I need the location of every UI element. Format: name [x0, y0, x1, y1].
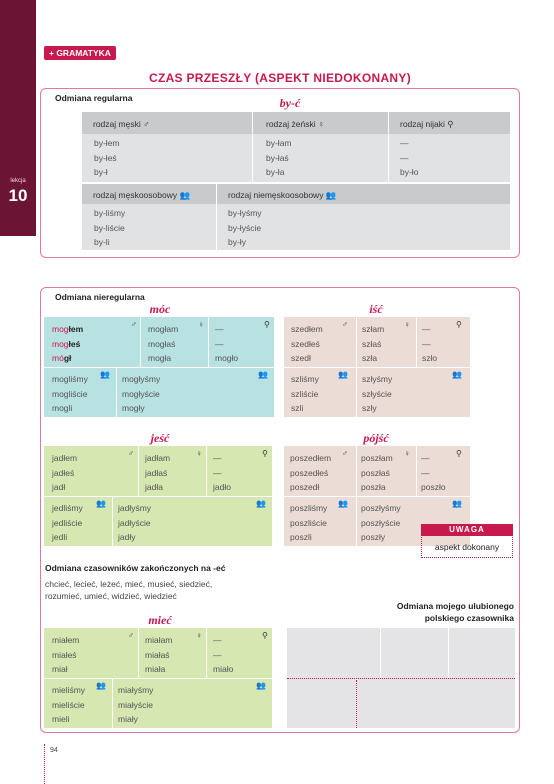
group-mixed-icon: 👥 — [325, 190, 337, 200]
isc-masc-forms: szedłem szedłeś szedł — [291, 324, 323, 363]
neuter-icon: ⚲ — [456, 449, 462, 458]
group-mixed-icon: 👥 — [452, 499, 462, 508]
header-nonmos: rodzaj niemęskoosobowy 👥 — [228, 190, 337, 200]
jesc-masc-forms: jadłem jadłeś jadł — [52, 453, 78, 492]
isc-nonmos-forms: szłyśmy szłyście szły — [362, 374, 393, 413]
group-mixed-icon: 👥 — [256, 681, 266, 690]
female-icon: ♀ — [317, 119, 325, 129]
male-icon: ♂ — [128, 631, 134, 640]
header-neut: rodzaj nijaki ⚲ — [400, 119, 454, 129]
page-number: 94 — [50, 747, 58, 754]
header-masc: rodzaj męski ♂ — [93, 119, 150, 129]
verb-byc: by-ć — [279, 96, 301, 110]
group-mixed-icon: 👥 — [256, 499, 266, 508]
neuter-icon: ⚲ — [262, 449, 268, 458]
group-people-icon: 👥 — [179, 190, 191, 200]
neuter-icon: ⚲ — [264, 320, 270, 329]
group-people-icon: 👥 — [338, 499, 348, 508]
group-mixed-icon: 👥 — [452, 370, 462, 379]
uwaga-label: UWAGA — [421, 524, 513, 536]
regular-box-title: Odmiana regularna — [55, 93, 133, 103]
neuter-icon: ⚲ — [447, 119, 454, 129]
moc-masc-forms: mogłem mogłeś mógł — [52, 324, 84, 363]
pojsc-neut-forms: — — poszło — [421, 453, 446, 492]
neuter-icon: ⚲ — [456, 320, 462, 329]
female-icon: ♀ — [404, 449, 410, 458]
verb-miec: mieć — [148, 613, 172, 627]
male-icon: ♂ — [342, 320, 348, 329]
verb-pojsc: pójść — [363, 431, 389, 445]
jesc-nonmos-forms: jadłyśmy jadłyście jadły — [118, 503, 152, 542]
jesc-fem-forms: jadłam jadłaś jadła — [145, 453, 171, 492]
verb-isc: iść — [369, 302, 383, 316]
uwaga-text: aspekt dokonany — [434, 542, 500, 552]
male-icon: ♂ — [131, 320, 137, 329]
pojsc-mos-forms: poszliśmy poszliście poszli — [290, 503, 328, 542]
female-icon: ♀ — [404, 320, 410, 329]
miec-masc-forms: miałem miałeś miał — [52, 635, 80, 674]
verb-moc: móc — [149, 302, 171, 316]
miec-fem-forms: miałam miałaś miała — [145, 635, 173, 674]
irregular-box-title: Odmiana nieregularna — [55, 292, 145, 302]
pojsc-nonmos-forms: poszłyśmy poszłyście poszły — [361, 503, 401, 542]
grammar-badge: + GRAMATYKA — [44, 46, 116, 60]
group-people-icon: 👥 — [96, 499, 106, 508]
moc-neut-forms: — — mogło — [215, 324, 239, 363]
jesc-mos-forms: jedliśmy jedliście jedli — [52, 503, 83, 542]
favorite-verb-title: Odmiana mojego ulubionego polskiego czasownika — [396, 601, 514, 623]
jesc-neut-forms: — — jadło — [213, 453, 231, 492]
female-icon: ♀ — [196, 449, 202, 458]
regular-fem-forms: by-łam by-łaś by-ła — [266, 138, 292, 177]
isc-fem-forms: szłam szłaś szła — [362, 324, 385, 363]
isc-neut-forms: — — szło — [422, 324, 438, 363]
page-title: CZAS PRZESZŁY (ASPEKT NIEDOKONANY) — [149, 71, 411, 85]
group-people-icon: 👥 — [100, 370, 110, 379]
header-mos: rodzaj męskoosobowy 👥 — [93, 190, 191, 200]
neuter-icon: ⚲ — [262, 631, 268, 640]
group-people-icon: 👥 — [338, 370, 348, 379]
female-icon: ♀ — [198, 320, 204, 329]
ec-title: Odmiana czasowników zakończonych na -eć — [45, 563, 226, 573]
group-mixed-icon: 👥 — [258, 370, 268, 379]
regular-masc-forms: by-łem by-łeś by-ł — [94, 138, 120, 177]
header-fem: rodzaj żeński ♀ — [266, 119, 325, 129]
pojsc-masc-forms: poszedłem poszedłeś poszedł — [290, 453, 332, 492]
pojsc-fem-forms: poszłam poszłaś poszła — [361, 453, 393, 492]
miec-neut-forms: — — miało — [213, 635, 234, 674]
verb-jesc: jeść — [150, 431, 170, 445]
male-icon: ♂ — [143, 119, 150, 129]
group-people-icon: 👥 — [96, 681, 106, 690]
regular-neut-forms: — — by-ło — [400, 138, 419, 177]
regular-nonmos-forms: by-łyśmy by-łyście by-ły — [228, 208, 262, 247]
moc-nonmos-forms: mogłyśmy mogłyście mogły — [122, 374, 161, 413]
moc-mos-forms: mogliśmy mogliście mogli — [52, 374, 88, 413]
miec-mos-forms: mieliśmy mieliście mieli — [52, 685, 86, 724]
lesson-label: lekcja — [10, 178, 26, 184]
regular-mos-forms: by-liśmy by-liście by-li — [94, 208, 126, 247]
female-icon: ♀ — [196, 631, 202, 640]
miec-nonmos-forms: miałyśmy miałyście miały — [118, 685, 154, 724]
male-icon: ♂ — [342, 449, 348, 458]
ec-verb-list: chcieć, lecieć, leżeć, mieć, musieć, siedzieć, rozumieć, umieć, widzieć, wiedzieć — [45, 579, 213, 601]
male-icon: ♂ — [128, 449, 134, 458]
lesson-number: 10 — [8, 186, 28, 205]
isc-mos-forms: szliśmy szliście szli — [291, 374, 319, 413]
moc-fem-forms: mogłam mogłaś mogła — [148, 324, 179, 363]
